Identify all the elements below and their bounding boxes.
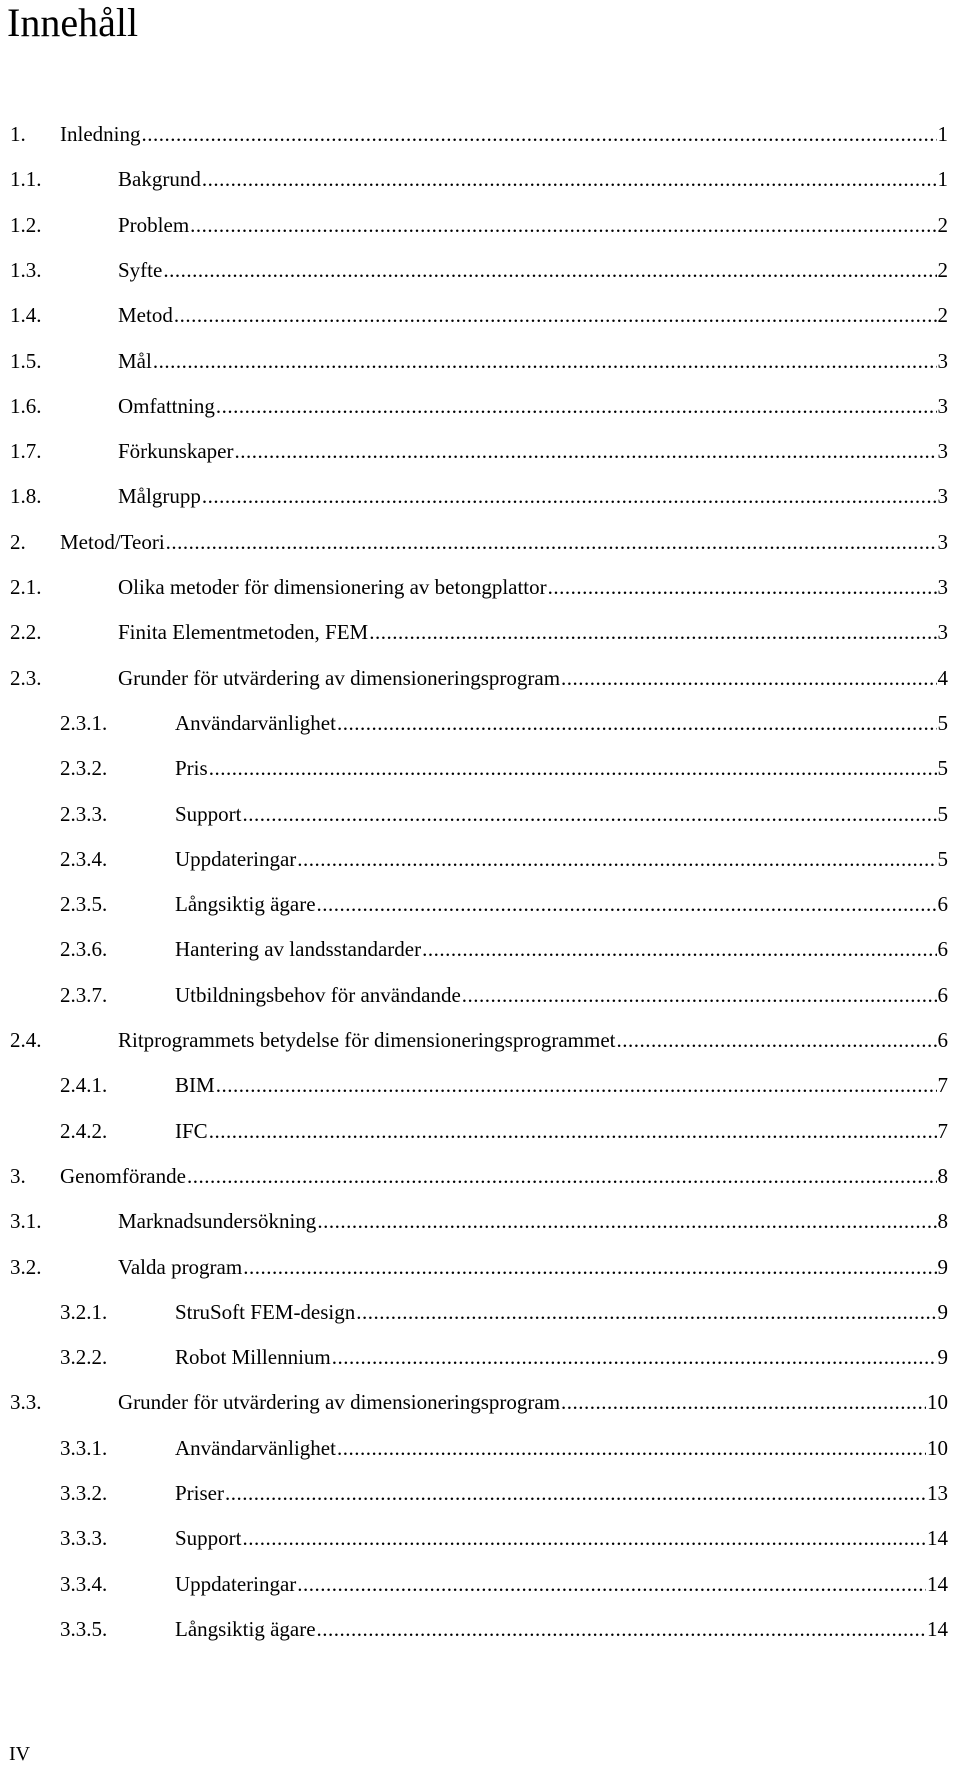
toc-dot-leader xyxy=(234,436,936,466)
toc-dot-leader xyxy=(561,1387,926,1417)
toc-entry-page: 5 xyxy=(937,756,948,780)
toc-entry-body xyxy=(175,799,948,829)
toc-entry-label: Support xyxy=(175,1526,242,1550)
toc-entry-page: 10 xyxy=(927,1436,948,1460)
toc-entry-label: Uppdateringar xyxy=(175,847,297,871)
toc-entry[interactable] xyxy=(0,572,960,602)
toc-entry-page: 3 xyxy=(937,394,948,418)
toc-entry-body xyxy=(60,1161,948,1191)
toc-entry-number: 3.3. xyxy=(10,1390,42,1414)
toc-entry-body xyxy=(118,300,948,330)
toc-entry-page: 14 xyxy=(927,1617,948,1641)
toc-dot-leader xyxy=(216,391,937,421)
toc-entry-body xyxy=(175,844,948,874)
toc-dot-leader xyxy=(141,119,936,149)
toc-entry-number: 3.2.2. xyxy=(60,1345,108,1369)
toc-entry-page: 6 xyxy=(937,1028,948,1052)
toc-entry-body xyxy=(118,346,948,376)
toc-dot-leader xyxy=(225,1478,926,1508)
toc-entry-number: 1.6. xyxy=(10,394,42,418)
toc-dot-leader xyxy=(209,753,937,783)
toc-entry-label: StruSoft FEM-design xyxy=(175,1300,356,1324)
toc-entry-label: Syfte xyxy=(118,258,163,282)
toc-entry[interactable] xyxy=(0,1387,960,1417)
toc-entry-number: 1.4. xyxy=(10,303,42,327)
toc-dot-leader xyxy=(616,1025,936,1055)
toc-dot-leader xyxy=(369,617,936,647)
toc-entry[interactable] xyxy=(0,1614,960,1644)
toc-entry-page: 7 xyxy=(937,1119,948,1143)
toc-entry[interactable] xyxy=(0,1569,960,1599)
toc-entry-number: 3.3.3. xyxy=(60,1526,108,1550)
toc-dot-leader xyxy=(163,255,936,285)
toc-entry-body xyxy=(118,663,948,693)
toc-entry-page: 2 xyxy=(937,258,948,282)
toc-entry[interactable] xyxy=(0,1206,960,1236)
toc-entry-label: Omfattning xyxy=(118,394,215,418)
toc-entry-label: Uppdateringar xyxy=(175,1572,297,1596)
toc-entry-label: Användarvänlighet xyxy=(175,1436,336,1460)
toc-entry[interactable] xyxy=(0,1070,960,1100)
toc-entry-label: Grunder för utvärdering av dimensioneringsprogram xyxy=(118,666,561,690)
toc-dot-leader xyxy=(337,1433,926,1463)
toc-entry-page: 1 xyxy=(937,122,948,146)
toc-entry-number: 3.2. xyxy=(10,1255,42,1279)
toc-entry-number: 2.4.1. xyxy=(60,1073,108,1097)
toc-entry-number: 3.1. xyxy=(10,1209,42,1233)
toc-entry-label: Mål xyxy=(118,349,152,373)
toc-entry-label: Grunder för utvärdering av dimensioneringsprogram xyxy=(118,1390,561,1414)
toc-dot-leader xyxy=(187,1161,937,1191)
toc-entry-number: 2.3.5. xyxy=(60,892,108,916)
toc-entry-label: Robot Millennium xyxy=(175,1345,331,1369)
toc-entry-label: Pris xyxy=(175,756,208,780)
toc-entry-body xyxy=(60,527,948,557)
toc-entry-page: 1 xyxy=(937,167,948,191)
toc-entry-body xyxy=(175,1297,948,1327)
toc-entry-body xyxy=(175,708,948,738)
toc-entry-page: 3 xyxy=(937,439,948,463)
toc-entry-label: Målgrupp xyxy=(118,484,201,508)
toc-entry-page: 10 xyxy=(927,1390,948,1414)
toc-dot-leader xyxy=(297,844,936,874)
toc-entry-number: 1.1. xyxy=(10,167,42,191)
toc-entry-page: 9 xyxy=(937,1300,948,1324)
toc-entry-page: 7 xyxy=(937,1073,948,1097)
toc-entry-page: 8 xyxy=(937,1164,948,1188)
toc-entry-body xyxy=(118,481,948,511)
toc-entry-body xyxy=(175,1342,948,1372)
toc-entry-body xyxy=(175,934,948,964)
toc-entry-label: BIM xyxy=(175,1073,215,1097)
page-title: Innehåll xyxy=(7,0,139,45)
toc-entry[interactable] xyxy=(0,617,960,647)
toc-entry-page: 5 xyxy=(937,802,948,826)
toc-entry-label: Problem xyxy=(118,213,190,237)
toc-entry[interactable] xyxy=(0,1116,960,1146)
toc-entry-page: 14 xyxy=(927,1572,948,1596)
toc-entry-page: 3 xyxy=(937,484,948,508)
toc-entry[interactable] xyxy=(0,1433,960,1463)
toc-entry-page: 5 xyxy=(937,711,948,735)
toc-entry-body xyxy=(175,1070,948,1100)
toc-entry-number: 1.8. xyxy=(10,484,42,508)
toc-entry[interactable] xyxy=(0,119,960,149)
toc-entry-number: 2.4. xyxy=(10,1028,42,1052)
toc-entry-page: 13 xyxy=(927,1481,948,1505)
toc-entry-page: 9 xyxy=(937,1255,948,1279)
toc-entry-body xyxy=(118,1025,948,1055)
toc-entry[interactable] xyxy=(0,1025,960,1055)
toc-entry-page: 14 xyxy=(927,1526,948,1550)
toc-dot-leader xyxy=(356,1297,936,1327)
toc-entry-body xyxy=(175,1433,948,1463)
toc-entry-label: Utbildningsbehov för användande xyxy=(175,983,461,1007)
toc-entry-label: IFC xyxy=(175,1119,208,1143)
toc-entry-body xyxy=(175,1478,948,1508)
toc-entry-number: 2.2. xyxy=(10,620,42,644)
toc-entry-page: 2 xyxy=(937,303,948,327)
toc-entry-page: 2 xyxy=(937,213,948,237)
toc-dot-leader xyxy=(166,527,937,557)
toc-entry-number: 3.3.1. xyxy=(60,1436,108,1460)
toc-dot-leader xyxy=(243,799,937,829)
toc-entry-label: Inledning xyxy=(60,122,141,146)
toc-dot-leader xyxy=(216,1070,937,1100)
toc-entry-label: Priser xyxy=(175,1481,224,1505)
toc-entry-label: Olika metoder för dimensionering av betongplattor xyxy=(118,575,547,599)
toc-entry-label: Bakgrund xyxy=(118,167,201,191)
toc-entry-label: Genomförande xyxy=(60,1164,186,1188)
toc-entry-number: 2.3.4. xyxy=(60,847,108,871)
toc-entry-number: 1.7. xyxy=(10,439,42,463)
toc-dot-leader xyxy=(317,1206,936,1236)
toc-entry-page: 3 xyxy=(937,349,948,373)
toc-dot-leader xyxy=(422,934,936,964)
toc-entry-body xyxy=(175,1569,948,1599)
toc-entry-body xyxy=(118,391,948,421)
toc-entry-page: 4 xyxy=(937,666,948,690)
toc-entry[interactable] xyxy=(0,663,960,693)
toc-entry[interactable] xyxy=(0,391,960,421)
toc-dot-leader xyxy=(561,663,936,693)
toc-entry-number: 2. xyxy=(10,530,26,554)
toc-entry-number: 1. xyxy=(10,122,26,146)
toc-entry[interactable] xyxy=(0,1523,960,1553)
toc-entry-label: Långsiktig ägare xyxy=(175,1617,316,1641)
toc-dot-leader xyxy=(332,1342,937,1372)
toc-entry-label: Förkunskaper xyxy=(118,439,234,463)
toc-entry-label: Hantering av landsstandarder xyxy=(175,937,422,961)
toc-entry-body xyxy=(118,255,948,285)
toc-entry[interactable] xyxy=(0,753,960,783)
toc-entry[interactable] xyxy=(0,255,960,285)
toc-dot-leader xyxy=(297,1569,926,1599)
toc-entry-page: 9 xyxy=(937,1345,948,1369)
toc-entry[interactable] xyxy=(0,1342,960,1372)
toc-dot-leader xyxy=(317,1614,926,1644)
toc-entry-number: 1.2. xyxy=(10,213,42,237)
toc-entry-label: Användarvänlighet xyxy=(175,711,336,735)
toc-entry[interactable] xyxy=(0,889,960,919)
toc-entry-body xyxy=(118,436,948,466)
toc-dot-leader xyxy=(243,1252,936,1282)
toc-entry-page: 6 xyxy=(937,983,948,1007)
toc-entry-body xyxy=(118,1387,948,1417)
toc-dot-leader xyxy=(548,572,937,602)
toc-entry-body xyxy=(118,210,948,240)
toc-entry[interactable] xyxy=(0,164,960,194)
toc-entry-number: 2.3.7. xyxy=(60,983,108,1007)
toc-entry-body xyxy=(118,617,948,647)
toc-entry-number: 1.3. xyxy=(10,258,42,282)
toc-entry-page: 3 xyxy=(937,620,948,644)
toc-entry-body xyxy=(175,1614,948,1644)
toc-dot-leader xyxy=(202,164,937,194)
toc-dot-leader xyxy=(202,481,937,511)
toc-entry-number: 2.3.1. xyxy=(60,711,108,735)
toc-entry[interactable] xyxy=(0,346,960,376)
toc-entry-body xyxy=(118,1206,948,1236)
toc-entry-number: 3.2.1. xyxy=(60,1300,108,1324)
toc-dot-leader xyxy=(462,980,937,1010)
toc-entry[interactable] xyxy=(0,436,960,466)
toc-entry[interactable] xyxy=(0,1297,960,1327)
toc-entry-number: 2.3.3. xyxy=(60,802,108,826)
toc-entry-label: Metod/Teori xyxy=(60,530,165,554)
toc-entry-page: 3 xyxy=(937,575,948,599)
toc-entry-label: Support xyxy=(175,802,242,826)
toc-entry-label: Långsiktig ägare xyxy=(175,892,316,916)
toc-entry[interactable] xyxy=(0,481,960,511)
toc-entry-body xyxy=(175,1116,948,1146)
toc-dot-leader xyxy=(209,1116,937,1146)
toc-entry-page: 8 xyxy=(937,1209,948,1233)
toc-entry-body xyxy=(175,753,948,783)
toc-dot-leader xyxy=(174,300,937,330)
toc-entry-label: Valda program xyxy=(118,1255,243,1279)
toc-entry-label: Metod xyxy=(118,303,173,327)
toc-entry[interactable] xyxy=(0,1478,960,1508)
toc-entry-label: Marknadsundersökning xyxy=(118,1209,317,1233)
toc-entry[interactable] xyxy=(0,1252,960,1282)
toc-dot-leader xyxy=(317,889,937,919)
toc-dot-leader xyxy=(190,210,936,240)
toc-entry[interactable] xyxy=(0,1161,960,1191)
toc-entry-number: 2.4.2. xyxy=(60,1119,108,1143)
toc-entry-number: 3.3.5. xyxy=(60,1617,108,1641)
toc-entry-page: 3 xyxy=(937,530,948,554)
toc-entry-number: 3. xyxy=(10,1164,26,1188)
toc-entry-body xyxy=(118,1252,948,1282)
toc-entry-number: 2.3.6. xyxy=(60,937,108,961)
toc-entry[interactable] xyxy=(0,980,960,1010)
toc-entry[interactable] xyxy=(0,527,960,557)
toc-entry-body xyxy=(175,889,948,919)
toc-entry-number: 1.5. xyxy=(10,349,42,373)
toc-entry-number: 3.3.4. xyxy=(60,1572,108,1596)
toc-entry-body xyxy=(60,119,948,149)
toc-dot-leader xyxy=(243,1523,926,1553)
toc-entry[interactable] xyxy=(0,934,960,964)
toc-entry[interactable] xyxy=(0,844,960,874)
toc-entry-number: 2.1. xyxy=(10,575,42,599)
toc-entry[interactable] xyxy=(0,300,960,330)
toc-entry-number: 2.3.2. xyxy=(60,756,108,780)
toc-entry-label: Finita Elementmetoden, FEM xyxy=(118,620,369,644)
toc-entry-page: 6 xyxy=(937,937,948,961)
toc-entry-body xyxy=(175,1523,948,1553)
toc-entry-page: 5 xyxy=(937,847,948,871)
toc-entry-label: Ritprogrammets betydelse för dimensioneringsprogrammet xyxy=(118,1028,616,1052)
toc-entry-number: 2.3. xyxy=(10,666,42,690)
toc-dot-leader xyxy=(337,708,937,738)
toc-entry-body xyxy=(118,572,948,602)
page-number-footer: IV xyxy=(9,1743,31,1765)
toc-entry[interactable] xyxy=(0,799,960,829)
toc-entry-page: 6 xyxy=(937,892,948,916)
toc-entry-number: 3.3.2. xyxy=(60,1481,108,1505)
toc-entry-body xyxy=(175,980,948,1010)
toc-entry[interactable] xyxy=(0,210,960,240)
toc-entry[interactable] xyxy=(0,708,960,738)
toc-entry-body xyxy=(118,164,948,194)
toc-dot-leader xyxy=(153,346,937,376)
